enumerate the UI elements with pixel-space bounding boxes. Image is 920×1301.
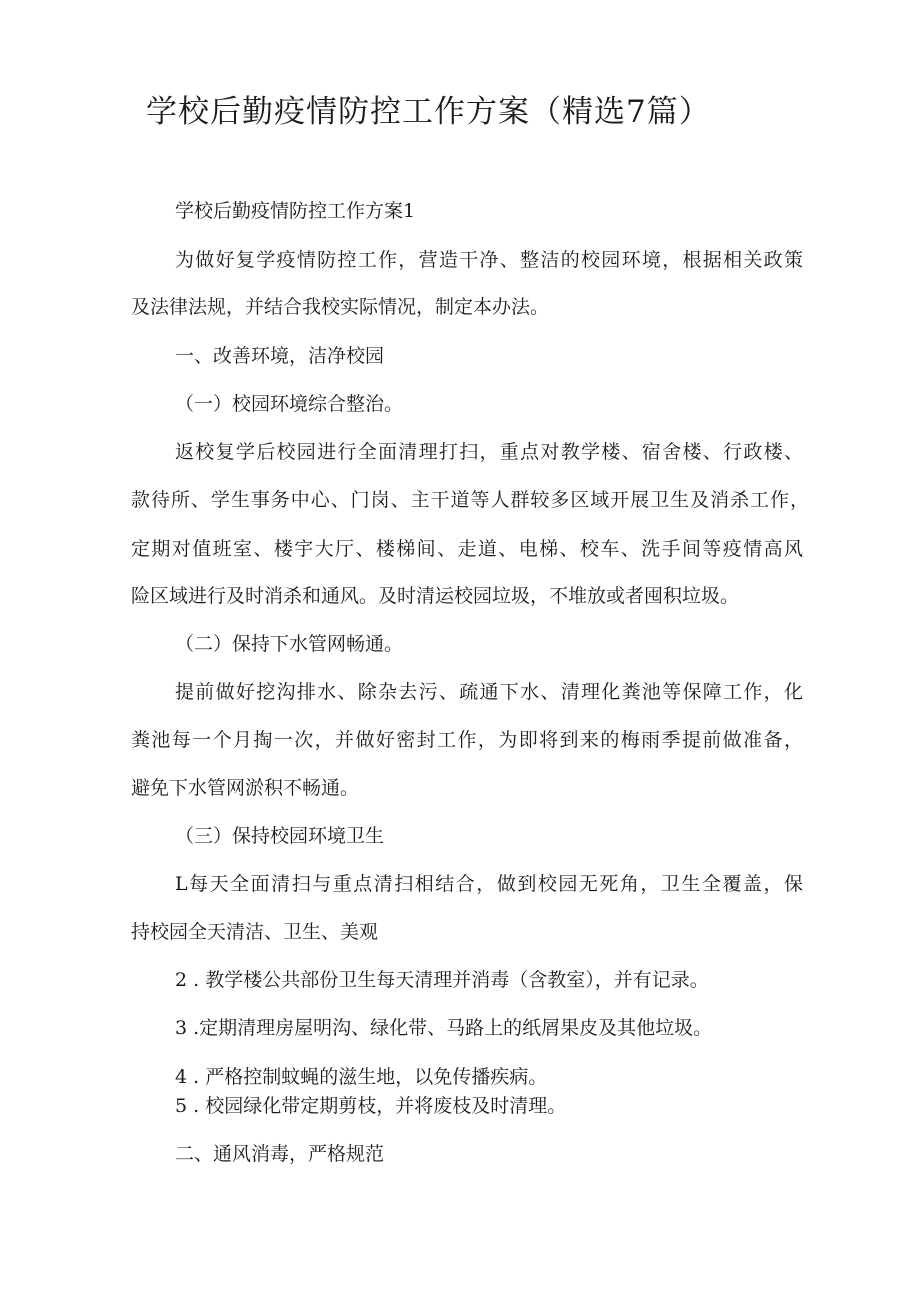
list-item: 4 . 严格控制蚊蝇的滋生地，以免传播疾病。 <box>175 1066 548 1088</box>
list-item-continuation: 持校园全天清洁、卫生、美观 <box>131 921 379 943</box>
subsection-heading: （一）校园环境综合整治。 <box>175 393 404 415</box>
subsection-heading: （二）保持下水管网畅通。 <box>175 633 404 655</box>
part-one-heading: 一、改善环境，洁净校园 <box>175 345 385 367</box>
paragraph-line: 款待所、学生事务中心、门岗、主干道等人群较多区域开展卫生及消杀工作， <box>131 489 809 511</box>
paragraph-line: 粪池每一个月掏一次，并做好密封工作，为即将到来的梅雨季提前做准备， <box>131 729 803 751</box>
part-two-heading: 二、通风消毒，严格规范 <box>175 1143 385 1165</box>
paragraph-line: 为做好复学疫情防控工作，营造干净、整洁的校园环境，根据相关政策 <box>175 249 803 271</box>
paragraph-line: 定期对值班室、楼宇大厅、楼梯间、走道、电梯、校车、洗手间等疫情高风 <box>131 538 803 560</box>
list-item: 3 .定期清理房屋明沟、绿化带、马路上的纸屑果皮及其他垃圾。 <box>175 1017 713 1039</box>
list-item: L每天全面清扫与重点清扫相结合，做到校园无死角，卫生全覆盖，保 <box>175 873 803 895</box>
paragraph-line: 险区域进行及时消杀和通风。及时清运校园垃圾，不堆放或者囤积垃圾。 <box>131 585 740 607</box>
subsection-heading: （三）保持校园环境卫生 <box>175 825 385 847</box>
list-item: 2 . 教学楼公共部份卫生每天清理并消毒（含教室），并有记录。 <box>175 969 709 991</box>
paragraph-line: 提前做好挖沟排水、除杂去污、疏通下水、清理化粪池等保障工作，化 <box>175 681 803 703</box>
document-title: 学校后勤疫情防控工作方案（精选7篇） <box>146 94 711 130</box>
paragraph-line: 及法律法规，并结合我校实际情况，制定本办法。 <box>131 296 550 318</box>
paragraph-line: 返校复学后校园进行全面清理打扫，重点对教学楼、宿舍楼、行政楼、 <box>175 441 803 463</box>
section-heading: 学校后勤疫情防控工作方案1 <box>175 200 416 222</box>
list-item: 5 . 校园绿化带定期剪枝，并将废枝及时清理。 <box>175 1095 567 1117</box>
paragraph-line: 避免下水管网淤积不畅通。 <box>131 777 360 799</box>
